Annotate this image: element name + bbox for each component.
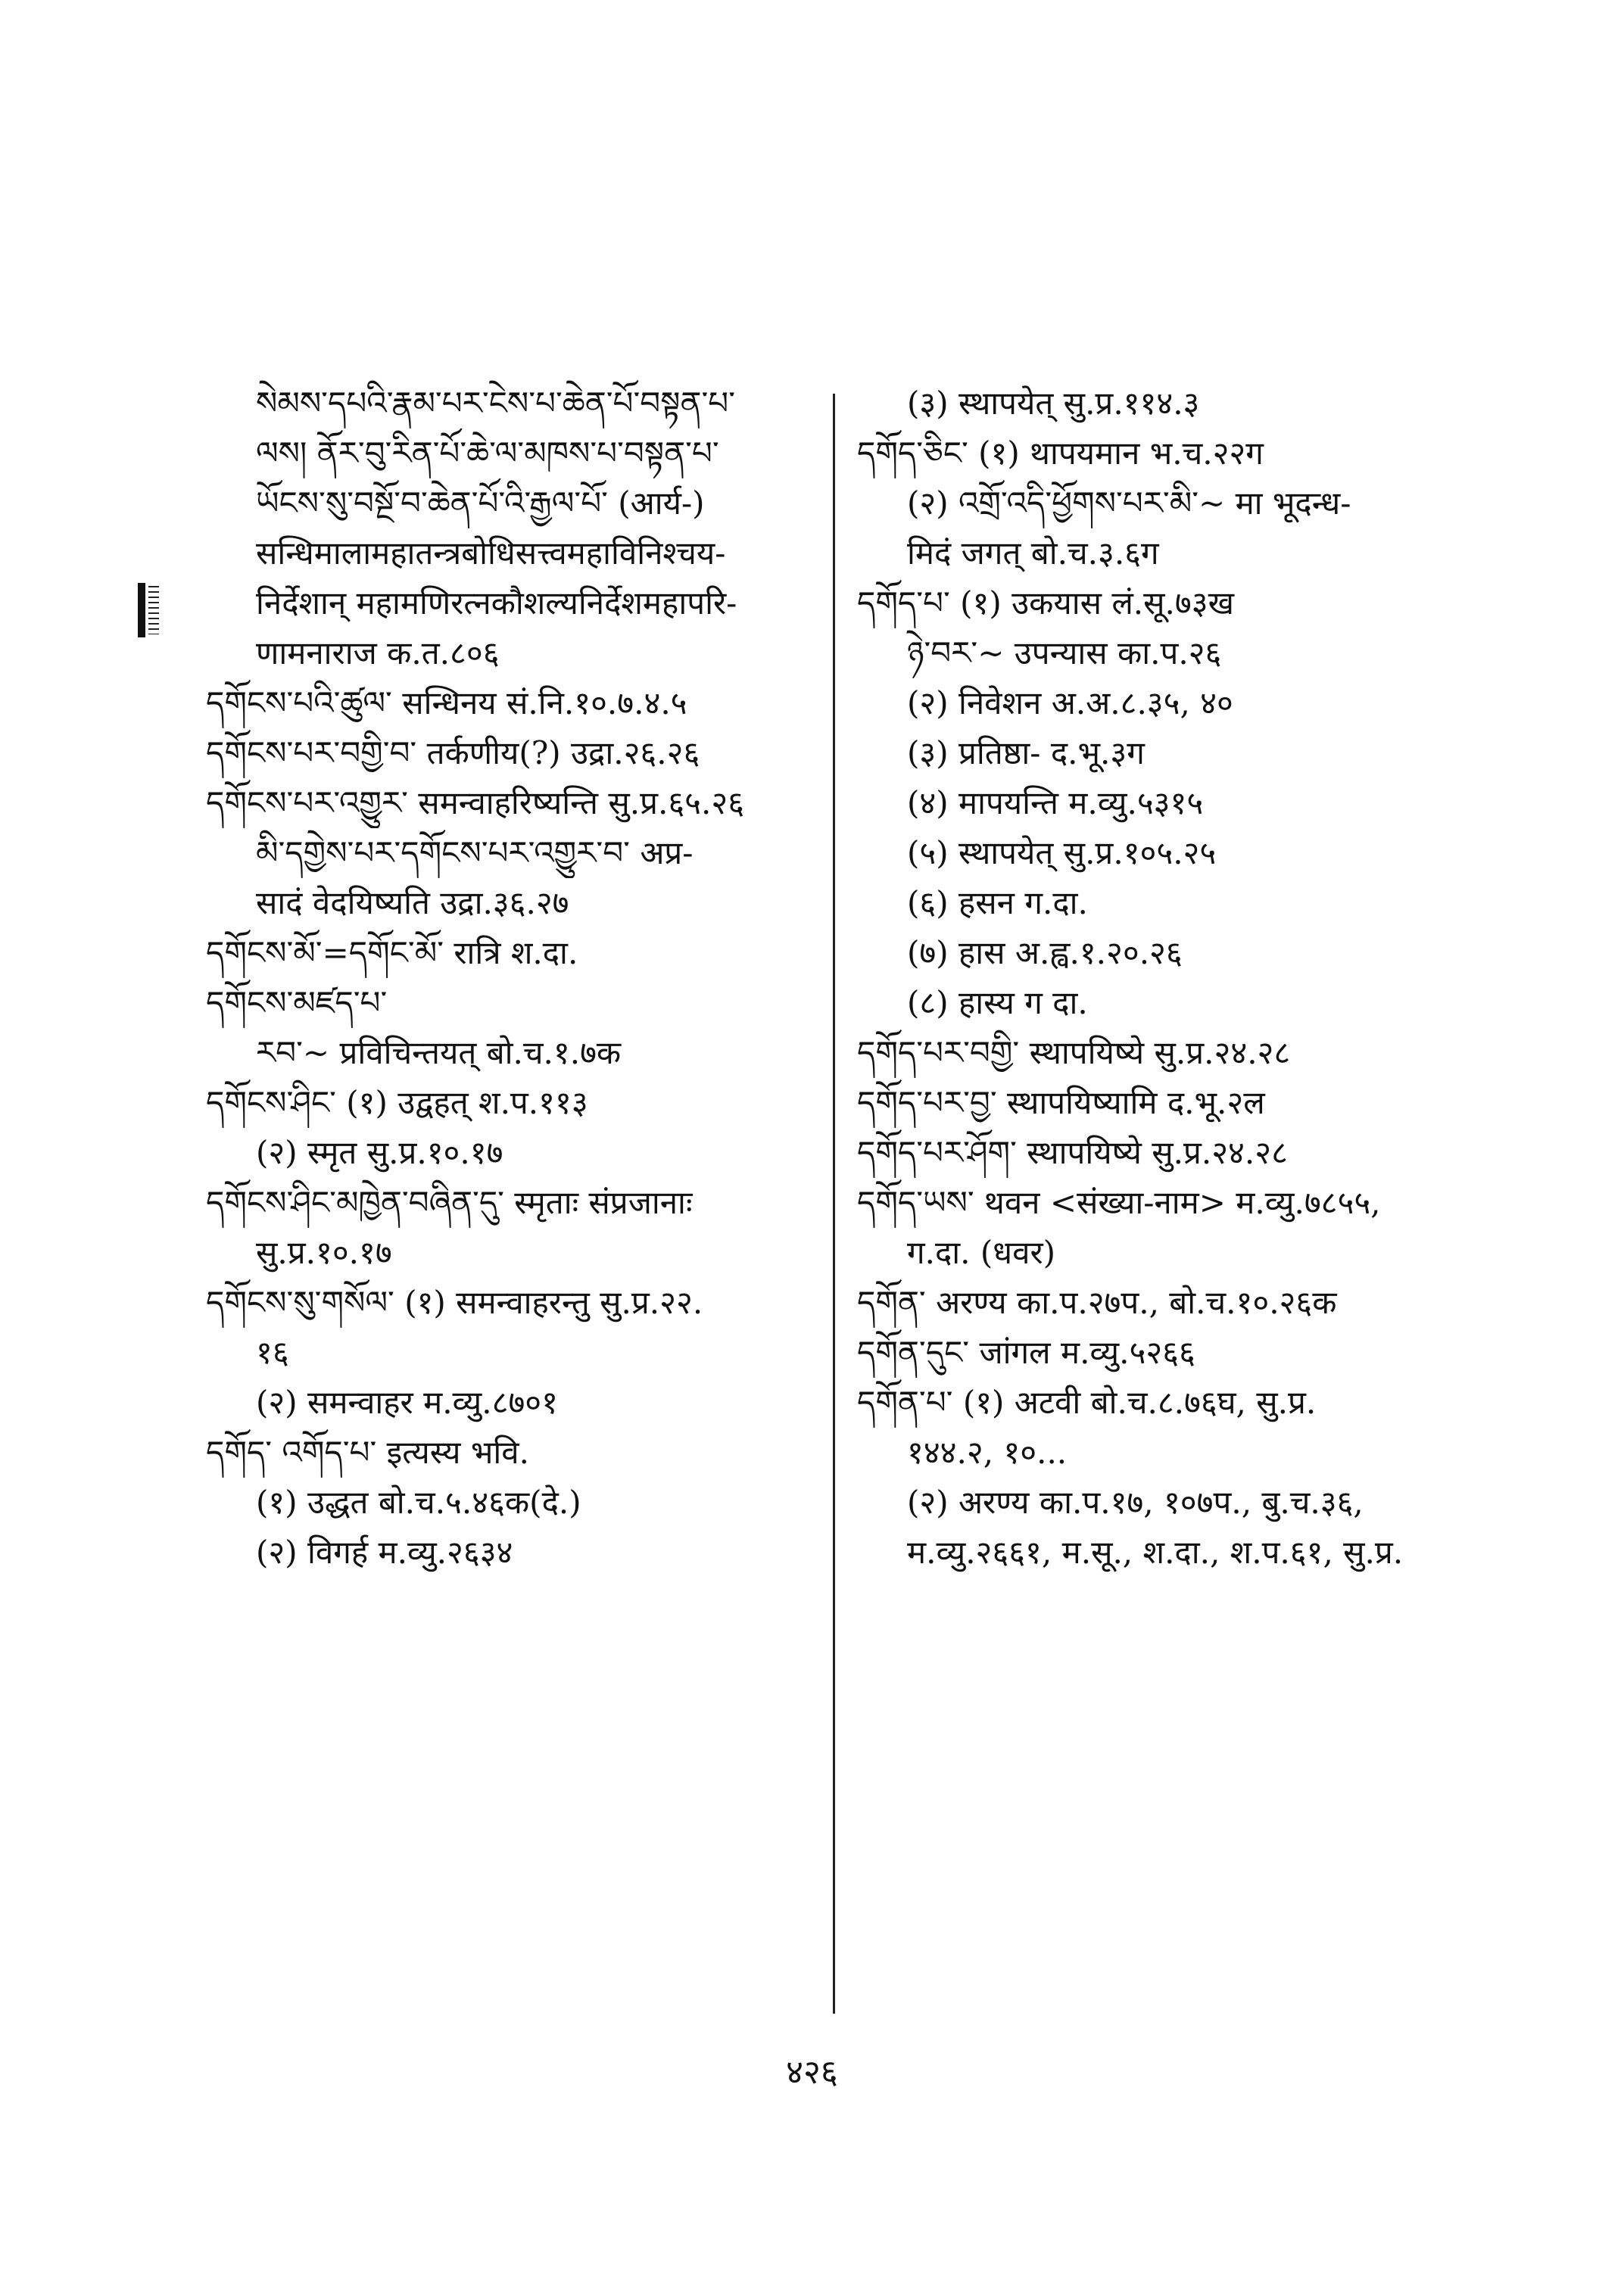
margin-mark-bar [138, 583, 145, 637]
right-column-entry-line: དགོན་ अरण्य का.प.२७प., बो.च.१०.२६क [857, 1284, 1337, 1321]
right-column-entry-line: (२) अरण्य का.प.१७, १०७प., बु.च.३६, [907, 1484, 1364, 1521]
right-column-entry-line: (३) प्रतिष्ठा- द.भू.३ग [907, 734, 1145, 771]
right-column-entry-line: དགོད་པར་བགྱི་ स्थापयिष्ये सु.प्र.२४.२८ [857, 1034, 1291, 1071]
right-column-entry-line: ग.दा. (धवर) [907, 1234, 1056, 1271]
right-column-entry-line: (७) हास अ.ह्व.१.२०.२६ [907, 934, 1183, 971]
left-column-entry-line: དགོངས་མཛད་པ་ [206, 984, 388, 1021]
right-column-entry-line: (४) मापयन्ति म.व्यु.५३१५ [907, 784, 1204, 821]
left-column-entry-line: དགོངས་མོ་=དགོང་མོ་ रात्रि श.दा. [206, 934, 578, 971]
left-column-entry-line: सन्धिमालामहातन्त्रबोधिसत्त्वमहाविनिश्चय- [256, 534, 726, 572]
right-column-entry-line: དགོད་ཡས་ थवन <संख्या-नाम> म.व्यु.७८५५, [857, 1184, 1381, 1221]
left-column-entry-line: དགོངས་སུ་གསོལ་ (१) समन्वाहरन्तु सु.प्र.२२. [206, 1284, 703, 1321]
left-column-entry-line: དགོངས་པར་འགྱུར་ समन्वाहरिष्यन्ति सु.प्र.६५.२६ [206, 784, 745, 821]
column-divider [833, 394, 835, 2014]
left-column-entry-line: (२) विगर्ह म.व्यु.२६३४ [256, 1534, 513, 1571]
right-column-entry-line: म.व्यु.२६६१, म.सू., श.दा., श.प.६१, सु.प्र. [907, 1534, 1404, 1571]
right-column [857, 379, 1508, 1578]
right-column-entry-line: དགོན་པ་ (१) अटवी बो.च.८.७६घ, सु.प्र. [857, 1384, 1317, 1421]
left-column-entry-line: सादं वेदयिष्यति उद्रा.३६.२७ [256, 884, 569, 921]
right-column-entry-line: (५) स्थापयेत् सु.प्र.१०५.२५ [907, 834, 1217, 871]
right-column-entry-line: मिदं जगत् बो.च.३.६ग [907, 534, 1159, 572]
left-column-entry-line: སེམས་དཔའི་རྣམ་པར་ངེས་པ་ཆེན་པོ་བསྟན་པ་ [256, 385, 736, 422]
left-column-entry-line: ཡོངས་སུ་བསྔོ་བ་ཆེན་པོ་འི་རྒྱལ་པོ་ (आर्य-) [256, 484, 705, 522]
left-column-entry-line: (२) स्मृत सु.प्र.१०.१७ [256, 1134, 503, 1171]
right-column-entry-line: (६) हसन ग.दा. [907, 884, 1088, 921]
right-column-entry-line: १४४.२, १०... [907, 1434, 1068, 1471]
left-column [206, 379, 857, 1578]
margin-mark [138, 583, 164, 637]
right-column-entry-line: དགོད་པ་ (१) उकयास लं.सू.७३ख [857, 584, 1234, 622]
left-column-entry-line: དགོངས་ཤིང་ (१) उद्वहत् श.प.११३ [206, 1084, 588, 1121]
left-column-entry-line: (१) उद्धत बो.च.५.४६क(दे.) [256, 1484, 581, 1521]
left-column-entry-line: དགོངས་ཤིང་མཁྱེན་བཞིན་དུ་ स्मृताः संप्रजानाः [206, 1184, 693, 1221]
left-column-entry-line: དགོད་ འགོད་པ་ इत्यस्य भवि. [206, 1434, 529, 1471]
margin-mark-ticks [148, 586, 159, 634]
right-column-entry-line: (३) स्थापयेत् सु.प्र.११४.३ [907, 385, 1200, 422]
right-column-entry-line: དགོད་ཅིང་ (१) थापयमान भ.च.२२ग [857, 435, 1264, 472]
right-column-entry-line: (२) འགྲོ་འདི་ཕྱོགས་པར་མི་~ मा भूदन्ध- [907, 484, 1351, 522]
left-column-entry-line: དགོངས་པར་བགྱི་བ་ तर्कणीय(?) उद्रा.२६.२६ [206, 734, 700, 771]
left-column-entry-line: णामनाराज क.त.८०६ [256, 634, 500, 671]
left-column-entry-line: ལས། ནོར་བུ་རིན་པོ་ཆེ་ལ་མཁས་པ་བསྟན་པ་ [256, 435, 719, 472]
right-column-entry-line: (८) हास्य ग दा. [907, 984, 1088, 1021]
left-column-entry-line: མི་དགྱེས་པར་དགོངས་པར་འགྱུར་བ་ अप्र- [256, 834, 694, 871]
left-column-entry-line: (२) समन्वाहर म.व्यु.८७०१ [256, 1384, 558, 1421]
page-number: ४२६ [786, 2053, 838, 2092]
right-column-entry-line: དགོད་པར་ཤོག་ स्थापयिष्ये सु.प्र.२४.२८ [857, 1134, 1288, 1171]
right-column-entry-line: དགོན་དུང་ जांगल म.व्यु.५२६६ [857, 1334, 1195, 1371]
left-column-entry-line: དགོངས་པའི་ཚུལ་ सन्धिनय सं.नि.१०.७.४.५ [206, 684, 687, 721]
left-column-entry-line: རབ་~ प्रविचिन्तयत् बो.च.१.७क [256, 1034, 622, 1071]
right-column-entry-line: (२) निवेशन अ.अ.८.३५, ४० [907, 684, 1233, 721]
right-column-entry-line: ཉེ་བར་~ उपन्यास का.प.२६ [907, 634, 1222, 671]
left-column-entry-line: निर्देशान् महामणिरत्नकौशल्यनिर्देशमहापरि- [256, 584, 737, 622]
left-column-entry-line: सु.प्र.१०.१७ [256, 1234, 392, 1271]
left-column-entry-line: १६ [256, 1334, 289, 1371]
right-column-entry-line: དགོད་པར་བྱ་ स्थापयिष्यामि द.भू.२ल [857, 1084, 1265, 1121]
